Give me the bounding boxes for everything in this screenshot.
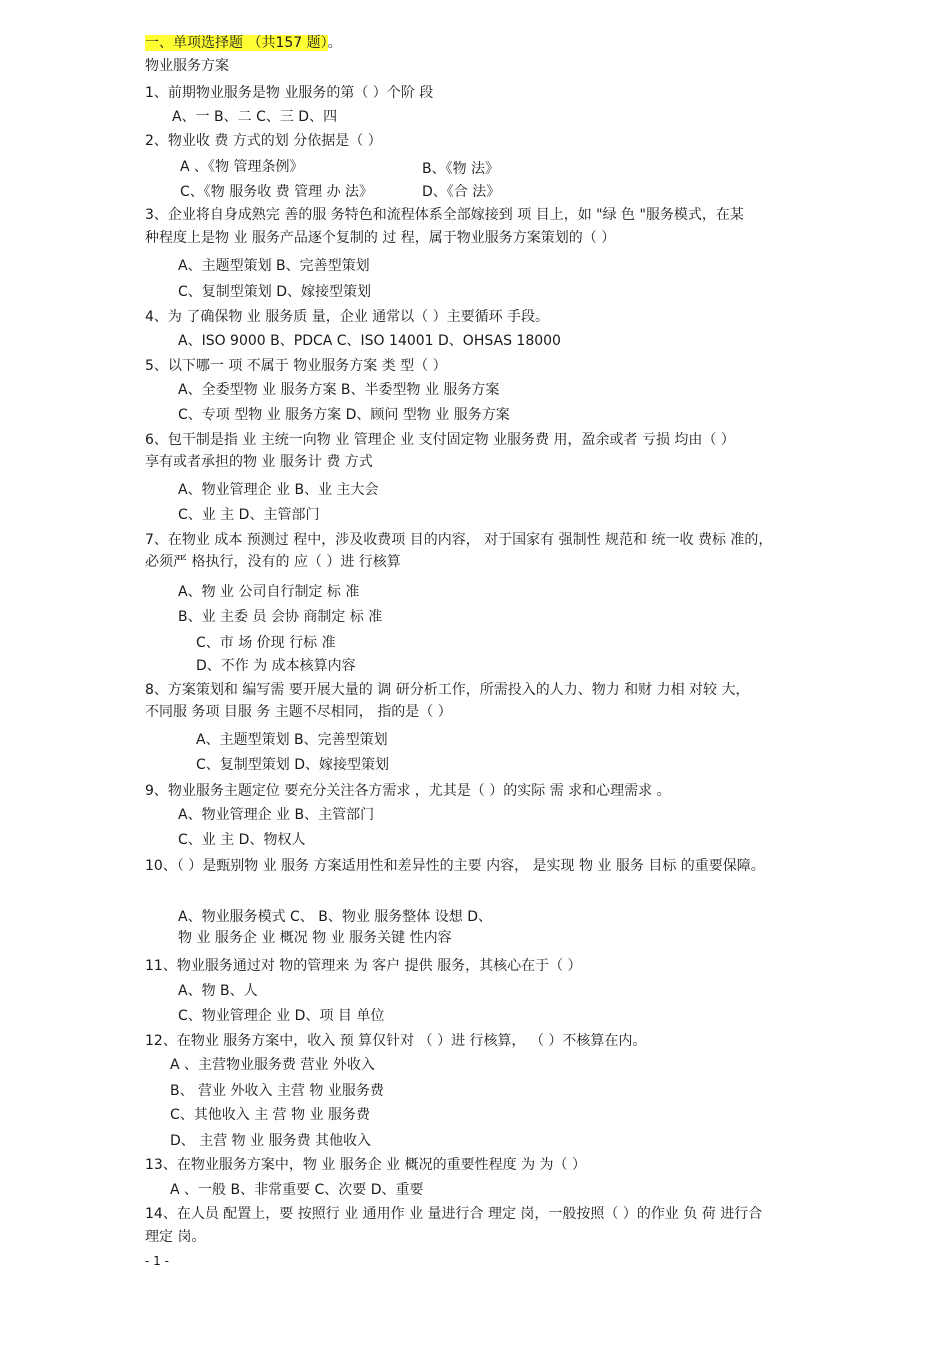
- text-line: 1、前期物业服务是物 业服务的第（ ）个阶 段: [145, 85, 434, 101]
- text-line: B、业 主委 员 会协 商制定 标 准: [178, 609, 383, 625]
- text-line: 12、在物业 服务方案中，收入 预 算仅针对 （ ）进 行核算， （ ）不核算在内。: [145, 1033, 647, 1049]
- text-line: 3、企业将自身成熟完 善的服 务特色和流程体系全部嫁接到 项 目上，如 "绿 色 "服务模式，在某: [145, 207, 744, 223]
- text-line: A、物业管理企 业 B、主管部门: [178, 807, 375, 823]
- text-line: C、业 主 D、主管部门: [178, 507, 320, 523]
- text-line: 2、物业收 费 方式的划 分依据是（ ）: [145, 133, 382, 149]
- text-line: C、专项 型物 业 服务方案 D、顾问 型物 业 服务方案: [178, 407, 510, 423]
- text-line: B、 营业 外收入 主营 物 业服务费: [170, 1083, 384, 1099]
- text-line: C、复制型策划 D、嫁接型策划: [178, 284, 372, 300]
- text-line: A、全委型物 业 服务方案 B、半委型物 业 服务方案: [178, 382, 500, 398]
- text-line: 享有或者承担的物 业 服务计 费 方式: [145, 454, 373, 470]
- text-line: A 、主营物业服务费 营业 外收入: [170, 1057, 375, 1073]
- text-line: A、ISO 9000 B、PDCA C、ISO 14001 D、OHSAS 18000: [178, 333, 561, 349]
- text-line: B、《物 法》: [422, 161, 500, 177]
- text-line: 物 业 服务企 业 概况 物 业 服务关键 性内容: [178, 930, 452, 946]
- text-line: C、《物 服务收 费 管理 办 法》: [180, 184, 374, 200]
- text-line: A、物业服务模式 C、 B、物业 服务整体 设想 D、: [178, 909, 492, 925]
- text-line: 不同服 务项 目服 务 主题不尽相同， 指的是（ ）: [145, 704, 452, 720]
- text-line: C、业 主 D、物权人: [178, 832, 306, 848]
- text-line: 8、方案策划和 编写需 要开展大量的 调 研分析工作，所需投入的人力、物力 和财 力相 对较 大，: [145, 682, 750, 698]
- text-line: 11、物业服务通过对 物的管理来 为 客户 提供 服务，其核心在于（ ）: [145, 958, 582, 974]
- text-line: 4、为 了确保物 业 服务质 量，企业 通常以（ ）主要循环 手段。: [145, 309, 550, 325]
- text-line: A、物 业 公司自行制定 标 准: [178, 584, 360, 600]
- section-title-period: 。: [327, 35, 342, 51]
- text-line: 10、（ ）是甄别物 业 服务 方案适用性和差异性的主要 内容， 是实现 物 业 服务 目标 的重要保障。: [145, 858, 765, 874]
- text-line: 13、在物业服务方案中，物 业 服务企 业 概况的重要性程度 为 为（ ）: [145, 1157, 586, 1173]
- section-title: 一、单项选择题 （共157 题）: [145, 35, 328, 51]
- text-line: C、复制型策划 D、嫁接型策划: [196, 757, 390, 773]
- text-line: 种程度上是物 业 服务产品逐个复制的 过 程，属于物业服务方案策划的（ ）: [145, 230, 616, 246]
- page-number: - 1 -: [145, 1254, 169, 1268]
- text-line: 14、在人员 配置上，要 按照行 业 通用作 业 量进行合 理定 岗，一般按照（ ）的作业 负 荷 进行合: [145, 1206, 763, 1222]
- text-line: A、物 B、人: [178, 983, 258, 999]
- text-line: 7、在物业 成本 预测过 程中，涉及收费项 目的内容， 对于国家有 强制性 规范和 统一收 费标 准的，: [145, 532, 773, 548]
- text-line: A 、《物 管理条例》: [180, 159, 304, 175]
- text-line: 6、包干制是指 业 主统一向物 业 管理企 业 支付固定物 业服务费 用，盈余或者 亏损 均由（ ）: [145, 432, 735, 448]
- text-line: D、 主营 物 业 服务费 其他收入: [170, 1133, 372, 1149]
- text-line: C、市 场 价现 行标 准: [196, 635, 336, 651]
- text-line: 9、物业服务主题定位 要充分关注各方需求 ，尤其是（ ）的实际 需 求和心理需求 。: [145, 783, 671, 799]
- text-line: D、不作 为 成本核算内容: [196, 658, 356, 674]
- text-line: A、主题型策划 B、完善型策划: [178, 258, 370, 274]
- subtitle: 物业服务方案: [145, 58, 229, 74]
- text-line: A、一 B、二 C、三 D、四: [172, 109, 338, 125]
- text-line: C、其他收入 主 营 物 业 服务费: [170, 1107, 371, 1123]
- text-line: 5、以下哪一 项 不属于 物业服务方案 类 型（ ）: [145, 358, 447, 374]
- section-title-line: [145, 34, 342, 52]
- text-line: A、主题型策划 B、完善型策划: [196, 732, 388, 748]
- text-line: D、《合 法》: [422, 184, 501, 200]
- text-line: 理定 岗。: [145, 1229, 206, 1245]
- text-line: A、物业管理企 业 B、业 主大会: [178, 482, 379, 498]
- text-line: C、物业管理企 业 D、项 目 单位: [178, 1008, 385, 1024]
- text-line: A 、一般 B、非常重要 C、次要 D、重要: [170, 1182, 424, 1198]
- text-line: 必须严 格执行，没有的 应（ ）进 行核算: [145, 554, 401, 570]
